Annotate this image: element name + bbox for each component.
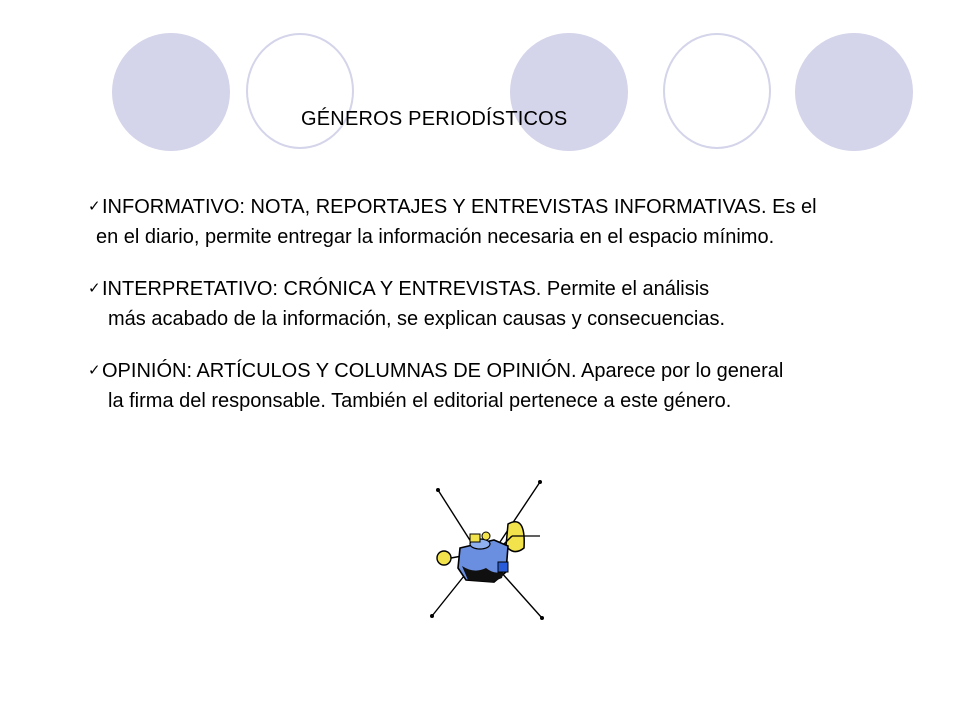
bullet-line: la firma del responsable. También el editorial pertenece a este género.: [108, 390, 732, 412]
bullet-informativo: [88, 192, 960, 252]
bullet-line: INTERPRETATIVO: CRÓNICA Y ENTREVISTAS. Permite el análisis: [102, 278, 710, 300]
bullet-interpretativo: [88, 274, 960, 334]
bullet-line: más acabado de la información, se explican causas y consecuencias.: [108, 308, 726, 330]
bullet-line: INFORMATIVO: NOTA, REPORTAJES Y ENTREVISTAS INFORMATIVAS. Es el: [102, 196, 817, 218]
satellite-icon: [422, 476, 552, 626]
decorative-circle-filled: [510, 33, 628, 151]
decorative-circle-outline: [663, 33, 771, 149]
bullet-opinion: [88, 356, 960, 416]
decorative-circle-filled: [795, 33, 913, 151]
bullet-list: [88, 192, 960, 416]
checkmark-icon: ✓: [88, 362, 101, 379]
checkmark-icon: ✓: [88, 198, 101, 215]
decorative-circle-filled: [112, 33, 230, 151]
bullet-line: OPINIÓN: ARTÍCULOS Y COLUMNAS DE OPINIÓN. Aparece por lo general: [102, 360, 784, 382]
checkmark-icon: ✓: [88, 280, 101, 297]
decorative-circle-outline: [246, 33, 354, 149]
slide-title: GÉNEROS PERIODÍSTICOS: [301, 108, 568, 130]
bullet-line: en el diario, permite entregar la información necesaria en el espacio mínimo.: [96, 226, 775, 248]
